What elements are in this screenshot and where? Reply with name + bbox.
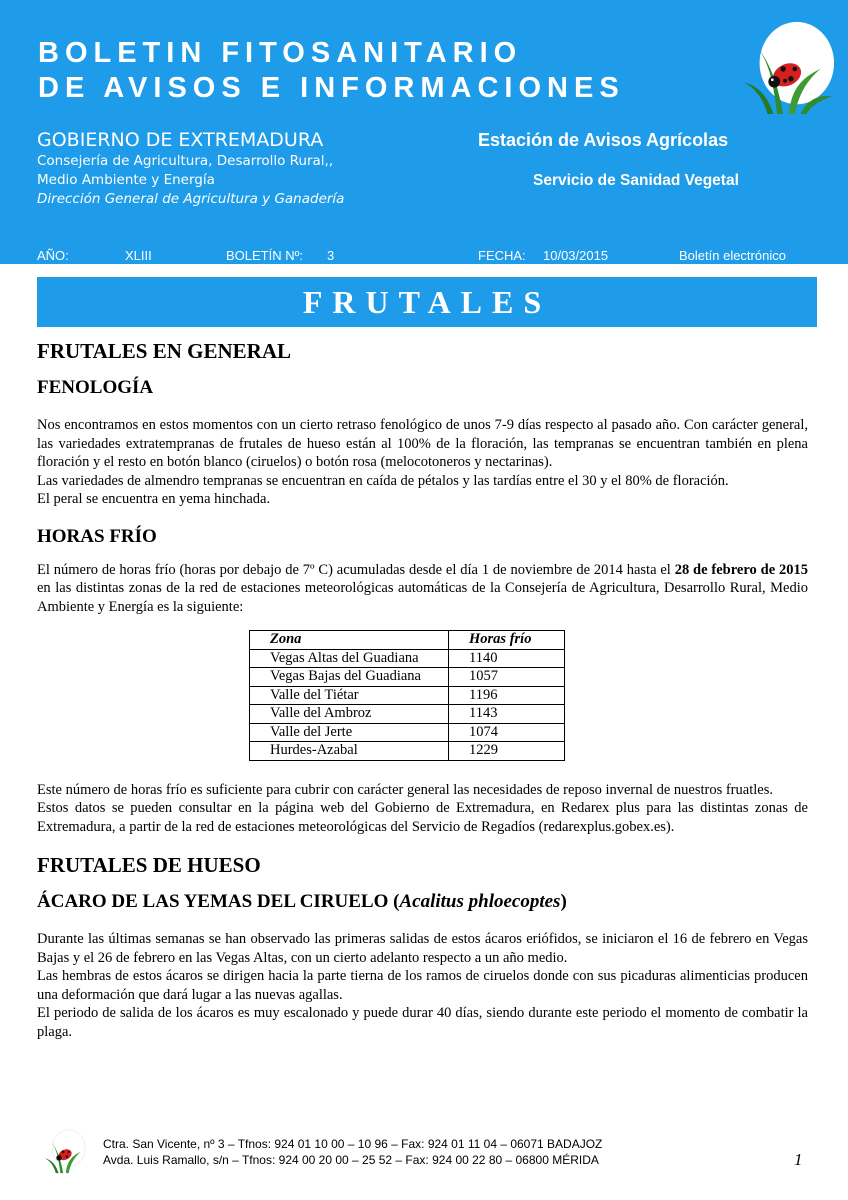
ladybug-footer-logo-icon: [40, 1128, 90, 1174]
horas-frio-source: Estos datos se pueden consultar en la página web del Gobierno de Extremadura, en Redarex plus para las distintas zonas de Extremadura, a partir de la red de estaciones meteorológicas del Servicio de Regadíos (redarexplus.gobex.es).: [37, 800, 808, 835]
electronic-label: Boletín electrónico: [679, 248, 786, 263]
horas-frio-intro: [37, 561, 808, 617]
horas-cell: 1143: [449, 705, 565, 724]
footer-address-badajoz: Ctra. San Vicente, nº 3 – Tfnos: 924 01 10 00 – 10 96 – Fax: 924 01 11 04 – 06071 BADAJOZ: [103, 1137, 603, 1151]
bulletin-value: 3: [327, 248, 335, 263]
horas-frio-table: [249, 630, 565, 761]
horas-frio-conclusion: Este número de horas frío es suficiente para cubrir con carácter general las necesidades de reposo invernal de nuestros fruatles.: [37, 781, 773, 798]
horas-cell: 1074: [449, 723, 565, 742]
department-line-1: Consejería de Agricultura, Desarrollo Rural,,: [37, 153, 334, 169]
zona-cell: Valle del Tiétar: [250, 686, 449, 705]
table-row: [250, 686, 565, 705]
zona-header: Zona: [250, 631, 449, 650]
horas-intro-text-b: en las distintas zonas de la red de estaciones meteorológicas automáticas de la Consejería de Agricultura, Desarrollo Rural, Medio Ambiente y Energía es la siguiente:: [37, 580, 808, 615]
fenologia-paragraph-1: Nos encontramos en estos momentos con un cierto retraso fenológico de unos 7-9 días respecto al pasado año. Con carácter general, las variedades extratempranas de frutales de hueso están al 100% de la floración, las tempranas se encuentran también en plena floración y el resto en botón blanco (ciruelos) o botón rosa (melocotoneros y nectarinas).: [37, 417, 808, 470]
date-value: 10/03/2015: [543, 248, 609, 263]
document-body: [37, 338, 808, 1041]
horas-cell: 1196: [449, 686, 565, 705]
zona-cell: Valle del Jerte: [250, 723, 449, 742]
title-line-1: BOLETIN FITOSANITARIO: [38, 37, 523, 69]
horas-cell: 1229: [449, 742, 565, 761]
fenologia-heading: FENOLOGÍA: [37, 377, 154, 398]
footer-address-merida: Avda. Luis Ramallo, s/n – Tfnos: 924 00 20 00 – 25 52 – Fax: 924 00 22 80 – 06800 MÉRIDA: [103, 1152, 599, 1167]
header-banner: [0, 0, 848, 264]
table-row: [250, 649, 565, 668]
zona-cell: Valle del Ambroz: [250, 705, 449, 724]
footer-contact: [103, 1137, 602, 1168]
station-name: Estación de Avisos Agrícolas: [478, 130, 729, 150]
horas-header: Horas frío: [449, 631, 565, 650]
government-name: GOBIERNO DE EXTREMADURA: [37, 129, 324, 151]
ladybug-logo-icon: [738, 18, 836, 116]
year-label: AÑO:: [37, 248, 69, 263]
horas-cell: 1140: [449, 649, 565, 668]
frutales-hueso-heading: FRUTALES DE HUESO: [37, 853, 261, 877]
table-row: [250, 705, 565, 724]
fenologia-paragraph-2: Las variedades de almendro tempranas se encuentran en caída de pétalos y las tardías entre el 30 y el 80% de floración.: [37, 472, 729, 489]
government-block: [37, 128, 344, 209]
direction-general: Dirección General de Agricultura y Ganadería: [37, 191, 345, 207]
acaro-title-text: ÁCARO DE LAS YEMAS DEL CIRUELO (: [37, 891, 400, 912]
table-header-row: [250, 631, 565, 650]
acaro-title-close: ): [560, 891, 567, 912]
zona-cell: Hurdes-Azabal: [250, 742, 449, 761]
bulletin-title: [38, 36, 625, 106]
horas-intro-date: 28 de febrero de 2015: [674, 561, 808, 578]
acaro-heading: [37, 890, 808, 914]
acaro-species-name: Acalitus phloecoptes: [399, 891, 561, 912]
acaro-paragraph-2: Las hembras de estos ácaros se dirigen hacia la parte tierna de los ramos de ciruelos donde con sus picaduras alimenticias producen una deformación que dará lugar a las nuevas agallas.: [37, 968, 808, 1003]
department-line-2: Medio Ambiente y Energía: [37, 172, 215, 188]
frutales-banner: FRUTALES: [37, 277, 817, 327]
year-value: XLIII: [125, 248, 152, 263]
service-name: Servicio de Sanidad Vegetal: [533, 172, 739, 189]
table-row: [250, 742, 565, 761]
horas-intro-text-a: El número de horas frío (horas por debajo de 7º C) acumuladas desde el día 1 de noviembre de 2014 hasta el: [37, 561, 675, 578]
acaro-paragraph-3: El periodo de salida de los ácaros es muy escalonado y puede durar 40 días, siendo durante este periodo el momento de combatir la plaga.: [37, 1005, 808, 1040]
bulletin-label: BOLETÍN Nº:: [226, 248, 303, 263]
fenologia-paragraph-3: El peral se encuentra en yema hinchada.: [37, 491, 271, 507]
date-label: FECHA:: [478, 248, 526, 263]
acaro-paragraph-1: Durante las últimas semanas se han observado las primeras salidas de estos ácaros eriófidos, se iniciaron el 16 de febrero en Vegas Bajas y el 26 de febrero en las Vegas Altas, con un cierto adelanto respecto a un año medio.: [37, 931, 808, 966]
horas-cell: 1057: [449, 668, 565, 687]
table-row: [250, 668, 565, 687]
title-line-2: DE AVISOS E INFORMACIONES: [38, 72, 625, 104]
frutales-general-heading: FRUTALES EN GENERAL: [37, 339, 291, 363]
page-number: 1: [794, 1150, 803, 1169]
horas-frio-heading: HORAS FRÍO: [37, 525, 157, 547]
table-row: [250, 723, 565, 742]
zona-cell: Vegas Bajas del Guadiana: [250, 668, 449, 687]
zona-cell: Vegas Altas del Guadiana: [250, 649, 449, 668]
